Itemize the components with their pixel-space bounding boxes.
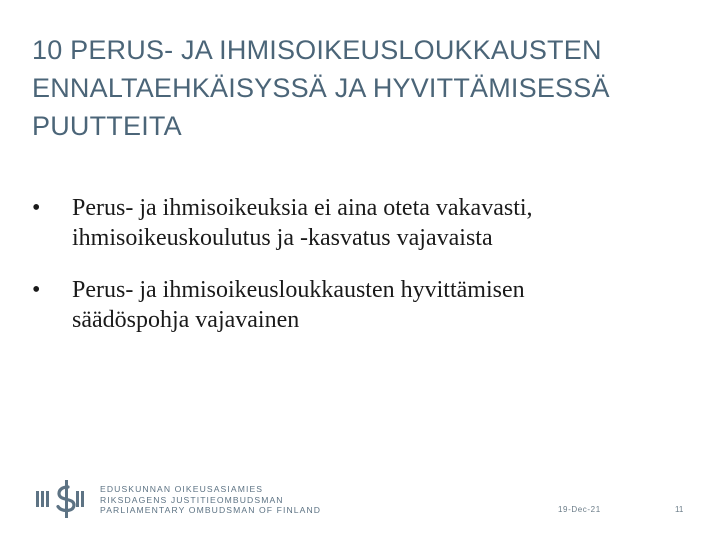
bullet-list [32,193,692,357]
organization-name [100,484,321,516]
bullet-marker: • [32,277,41,303]
page-number: 11 [675,505,684,514]
organization-name-line: RIKSDAGENS JUSTITIEOMBUDSMAN [100,494,284,505]
bullet-text-line: Perus- ja ihmisoikeuksia ei aina oteta vakavasti, [72,195,533,221]
bullet-marker: • [32,195,41,221]
bullet-item [32,275,692,335]
slide-title-line: PUUTTEITA [32,111,182,141]
bullet-text-line: Perus- ja ihmisoikeusloukkausten hyvittämisen [72,277,525,303]
slide-title-line: 10 PERUS- JA IHMISOIKEUSLOUKKAUSTEN [32,35,602,65]
ombudsman-logo-icon [36,479,92,519]
bullet-text-line: ihmisoikeuskoulutus ja -kasvatus vajavaista [72,225,493,251]
bullet-text [72,193,692,253]
bullet-text [72,275,692,335]
organization-name-line: EDUSKUNNAN OIKEUSASIAMIES [100,484,264,494]
slide-title [32,31,702,145]
bullet-text-line: säädöspohja vajavainen [72,307,300,333]
footer-date: 19-Dec-21 [558,505,601,514]
bullet-item [32,193,692,253]
organization-name-line: PARLIAMENTARY OMBUDSMAN OF FINLAND [100,505,322,515]
slide-title-line: ENNALTAEHKÄISYSSÄ JA HYVITTÄMISESSÄ [32,73,610,103]
